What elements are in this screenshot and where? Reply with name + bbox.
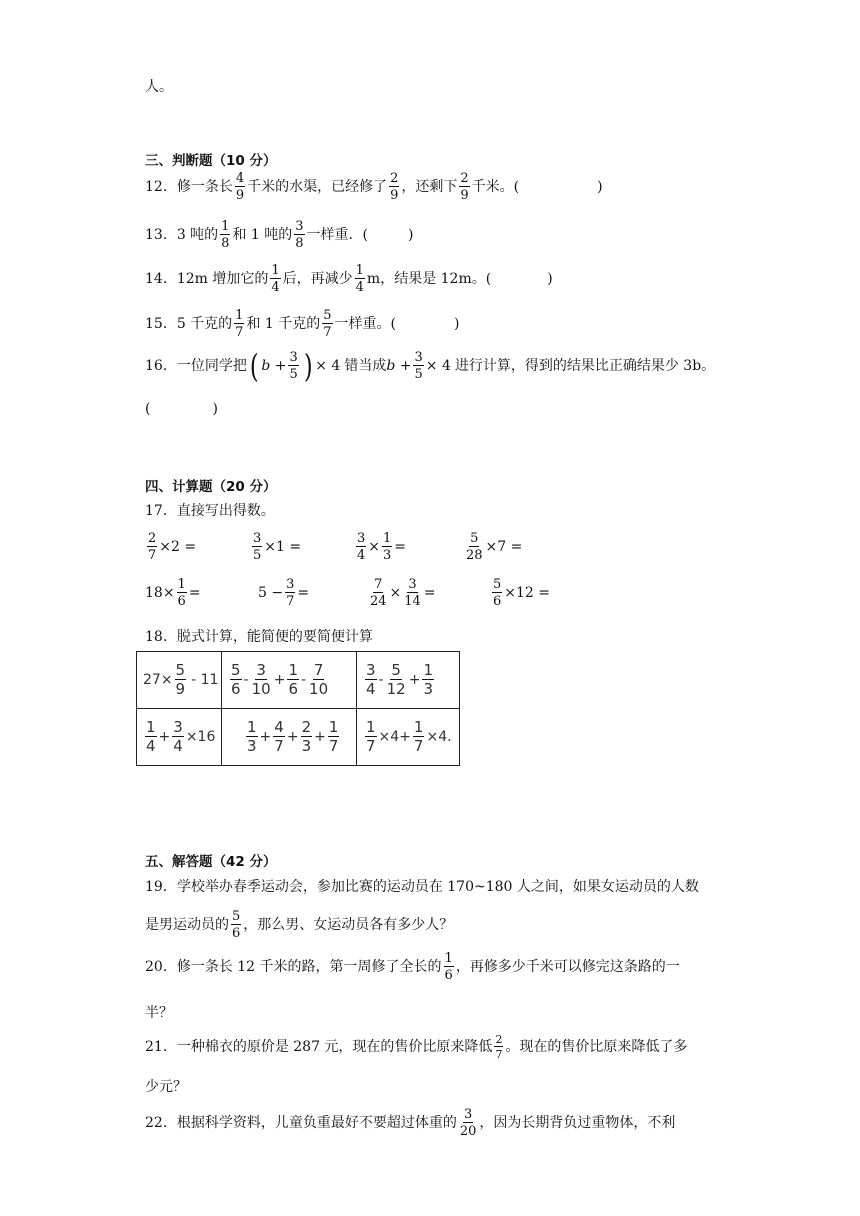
previous-question-fragment: 人。 <box>145 79 173 95</box>
table-cell: $\frac{3}{4}$ - $\frac{5}{12}$ + $\frac{1}{3}$ <box>357 652 460 709</box>
section-heading-judgment: 三、判断题（10 分） <box>145 153 277 169</box>
question-19-line2: 是男运动员的 $\frac{5}{6}$ ，那么男、女运动员各有多少人？ <box>145 909 454 941</box>
question-16-answer: ( ) <box>145 401 218 417</box>
table-cell: 27× $\frac{5}{9}$ - 11 <box>137 652 222 709</box>
question-19-line1: 19．学校举办春季运动会，参加比赛的运动员在 170~180 人之间，如果女运动员的人数 <box>145 879 699 895</box>
question-15: 15．5 千克的 $\frac{1}{7}$ 和 1 千克的 $\frac{5}{7}$ 一样重。( ) <box>145 308 460 340</box>
oral-item: 5 − $\frac{3}{7}$ = <box>258 577 310 609</box>
oral-item: $\frac{7}{24}$ × $\frac{3}{14}$ = <box>370 577 436 609</box>
oral-item: $\frac{2}{7}$ ×2 = <box>148 531 197 563</box>
oral-item: $\frac{3}{5}$ ×1 = <box>253 531 302 563</box>
oral-item: $\frac{3}{4}$ × $\frac{1}{3}$ = <box>357 531 407 563</box>
table-cell: $\frac{1}{4}$ + $\frac{3}{4}$ ×16 <box>137 709 222 766</box>
fraction: $\frac{1}{7}$ <box>235 308 244 340</box>
fraction: $\frac{1}{4}$ <box>271 263 280 295</box>
question-16: 16．一位同学把 ( b + $\frac{3}{5}$ ) × 4 错当成 b + $\frac{3}{5}$ × 4 进行计算，得到的结果比正确结果少 3b。 <box>145 347 716 385</box>
fraction: $\frac{2}{9}$ <box>460 171 469 203</box>
table-cell: $\frac{1}{3}$ + $\frac{4}{7}$ + $\frac{2}{3}$ + $\frac{1}{7}$ <box>222 709 357 766</box>
fraction: $\frac{4}{9}$ <box>235 171 245 203</box>
question-21-line2: 少元？ <box>145 1079 187 1095</box>
question-12: 12．修一条长 $\frac{4}{9}$ 千米的水渠，已经修了 $\frac{2}{9}$ ，还剩下 $\frac{2}{9}$ 千米。( ) <box>145 171 603 203</box>
fraction: $\frac{3}{5}$ <box>289 350 298 382</box>
oral-item: 18× $\frac{1}{6}$ = <box>145 577 201 609</box>
fraction: $\frac{2}{9}$ <box>390 171 399 203</box>
fraction: $\frac{3}{8}$ <box>295 219 304 251</box>
table-cell: $\frac{5}{6}$ - $\frac{3}{10}$ + $\frac{1}{6}$ - $\frac{7}{10}$ <box>222 652 357 709</box>
question-13: 13．3 吨的 $\frac{1}{8}$ 和 1 吨的 $\frac{3}{8}$ 一样重．( ) <box>145 219 414 251</box>
fraction: $\frac{1}{8}$ <box>221 219 230 251</box>
question-20-line1: 20．修一条长 12 千米的路，第一周修了全长的 $\frac{1}{6}$ ，再修多少千米可以修完这条路的一 <box>145 951 680 983</box>
fraction: $\frac{5}{7}$ <box>323 308 332 340</box>
fraction: $\frac{1}{4}$ <box>355 263 364 295</box>
question-17: 17．直接写出得数。 <box>145 503 275 519</box>
calculation-table <box>136 651 460 766</box>
question-20-line2: 半？ <box>145 1005 173 1021</box>
question-18: 18．脱式计算，能简便的要简便计算 <box>145 629 373 645</box>
question-22-line1: 22．根据科学资料，儿童负重最好不要超过体重的 $\frac{3}{20}$ ，因为长期背负过重物体，不利 <box>145 1107 676 1139</box>
table-cell: $\frac{1}{7}$ ×4+ $\frac{1}{7}$ ×4. <box>357 709 460 766</box>
fraction: $\frac{3}{5}$ <box>414 350 423 382</box>
question-21-line1: 21．一种棉衣的原价是 287 元，现在的售价比原来降低 $\frac{2}{7}$ 。现在的售价比原来降低了多 <box>145 1033 688 1061</box>
oral-item: $\frac{5}{6}$ ×12 = <box>493 577 551 609</box>
oral-item: $\frac{5}{28}$ ×7 = <box>466 531 523 563</box>
question-14: 14．12m 增加它的 $\frac{1}{4}$ 后，再减少 $\frac{1}{4}$ m，结果是 12m。( ) <box>145 263 553 295</box>
section-heading-calculation: 四、计算题（20 分） <box>145 479 277 495</box>
section-heading-word-problems: 五、解答题（42 分） <box>145 854 277 870</box>
